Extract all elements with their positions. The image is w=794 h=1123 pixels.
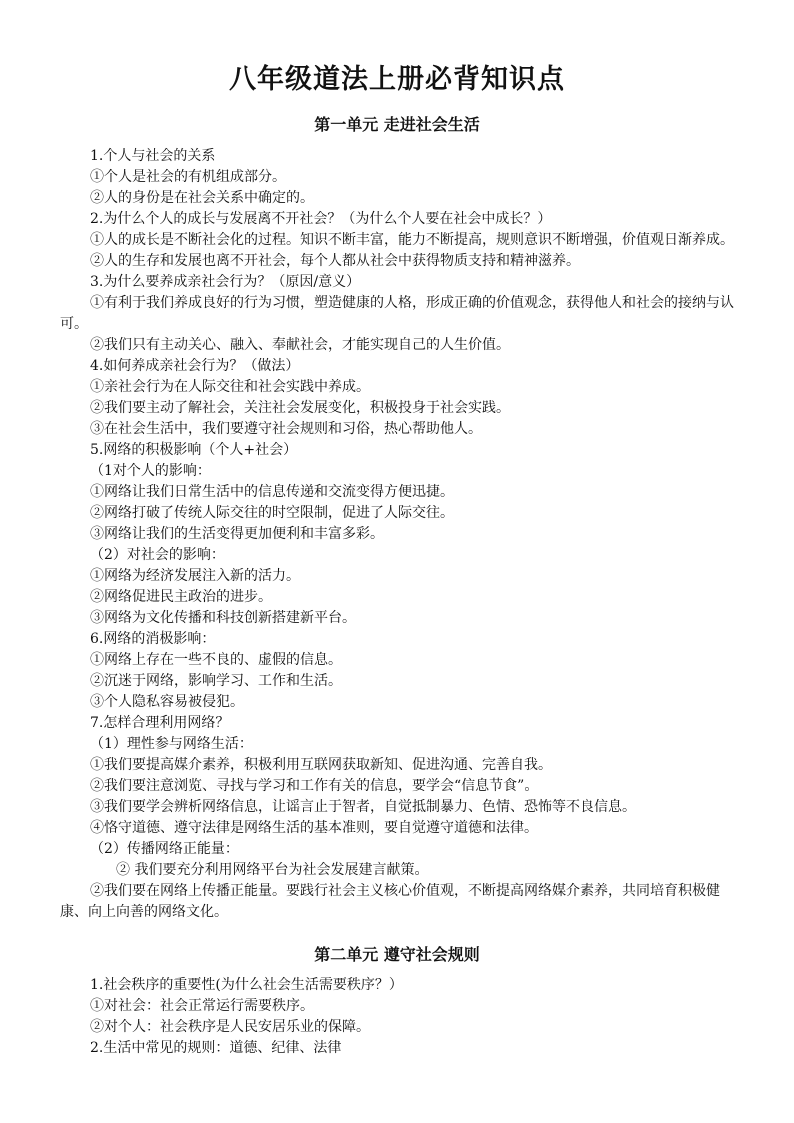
unit1-body	[60, 146, 736, 923]
text-line: （2）传播网络正能量：	[90, 841, 239, 857]
text-line: 1.个人与社会的关系	[90, 148, 216, 164]
text-line: ②我们要注意浏览、寻找与学习和工作有关的信息，要学会“信息节食”。	[90, 778, 539, 794]
text-line: ②我们要在网络上传播正能量。要践行社会主义核心价值观，不断提高网络媒介素养，共同培育积极健康、向上向善的网络文化。	[60, 883, 720, 920]
unit2-body	[60, 975, 736, 1059]
text-line: ②网络促进民主政治的进步。	[90, 589, 272, 605]
text-line: ①对社会：社会正常运行需要秩序。	[90, 998, 314, 1014]
text-line: ①有利于我们养成良好的行为习惯，塑造健康的人格，形成正确的价值观念，获得他人和社会的接纳与认可。	[60, 295, 734, 332]
text-line: ②我们要主动了解社会，关注社会发展变化，积极投身于社会实践。	[90, 400, 510, 416]
text-line: ③我们要学会辨析网络信息，让谣言止于智者，自觉抵制暴力、色情、恐怖等不良信息。	[90, 799, 636, 815]
text-line: ② 我们要充分利用网络平台为社会发展建言献策。	[116, 862, 429, 878]
text-line: ②我们只有主动关心、融入、奉献社会，才能实现自己的人生价值。	[90, 337, 510, 353]
text-line: 5.网络的积极影响（个人+社会）	[90, 442, 298, 458]
text-line: 6.网络的消极影响：	[90, 631, 216, 647]
text-line: 3.为什么要养成亲社会行为？（原因/意义）	[90, 274, 361, 290]
unit1-heading: 第一单元 走进社会生活	[314, 115, 480, 134]
text-line: ①人的成长是不断社会化的过程。知识不断丰富，能力不断提高，规则意识不断增强，价值观日渐养成。	[90, 232, 734, 248]
text-line: ③个人隐私容易被侵犯。	[90, 694, 244, 710]
text-line: ②人的身份是在社会关系中确定的。	[90, 190, 314, 206]
text-line: ①亲社会行为在人际交往和社会实践中养成。	[90, 379, 370, 395]
text-line: ③网络为文化传播和科技创新搭建新平台。	[90, 610, 356, 626]
text-line: （1对个人的影响：	[90, 463, 211, 479]
text-line: ②人的生存和发展也离不开社会，每个人都从社会中获得物质支持和精神滋养。	[90, 253, 580, 269]
text-line: ①网络上存在一些不良的、虚假的信息。	[90, 652, 342, 668]
text-line: 4.如何养成亲社会行为？（做法）	[90, 358, 300, 374]
text-line: ①个人是社会的有机组成部分。	[90, 169, 286, 185]
text-line: ①我们要提高媒介素养，积极利用互联网获取新知、促进沟通、完善自我。	[90, 757, 552, 773]
text-line: 7.怎样合理利用网络？	[90, 715, 230, 731]
text-line: 2.为什么个人的成长与发展离不开社会？（为什么个人要在社会中成长？）	[90, 211, 552, 227]
unit2-heading: 第二单元 遵守社会规则	[314, 945, 480, 964]
text-line: ②对个人：社会秩序是人民安居乐业的保障。	[90, 1019, 370, 1035]
text-line: ④恪守道德、遵守法律是网络生活的基本准则，要自觉遵守道德和法律。	[90, 820, 538, 836]
text-line: ②网络打破了传统人际交往的时空限制，促进了人际交往。	[90, 505, 454, 521]
text-line: （2）对社会的影响：	[90, 547, 225, 563]
text-line: ①网络让我们日常生活中的信息传递和交流变得方便迅捷。	[90, 484, 454, 500]
text-line: 2.生活中常见的规则：道德、纪律、法律	[90, 1040, 342, 1056]
text-line: ①网络为经济发展注入新的活力。	[90, 568, 300, 584]
text-line: ③网络让我们的生活变得更加便利和丰富多彩。	[90, 526, 384, 542]
text-line: ③在社会生活中，我们要遵守社会规则和习俗，热心帮助他人。	[90, 421, 482, 437]
text-line: 1.社会秩序的重要性(为什么社会生活需要秩序？）	[90, 977, 403, 993]
text-line: ②沉迷于网络，影响学习、工作和生活。	[90, 673, 342, 689]
document-title: 八年级道法上册必背知识点	[229, 64, 565, 95]
text-line: （1）理性参与网络生活：	[90, 736, 253, 752]
